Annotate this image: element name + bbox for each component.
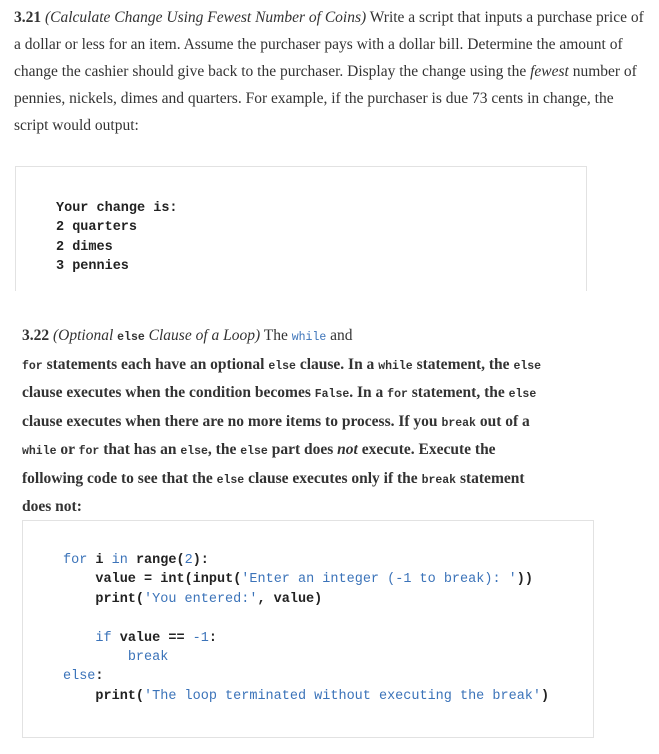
exercise-3-22-line	[22, 493, 602, 522]
builtin: input	[192, 572, 234, 588]
text: clause executes when there are no more items to process. If you	[22, 412, 442, 430]
identifier: value	[273, 591, 315, 607]
inline-code: else	[268, 359, 296, 373]
sample-output	[56, 199, 178, 277]
text: statement	[456, 469, 525, 487]
builtin: print	[95, 591, 136, 607]
keyword: in	[111, 553, 128, 568]
keyword: break	[127, 650, 169, 666]
inline-code: while	[378, 359, 413, 373]
exercise-3-22-line	[22, 379, 602, 408]
inline-code: while	[291, 331, 327, 344]
inline-code: for	[78, 445, 100, 458]
text: part does	[267, 441, 338, 458]
identifier: i	[95, 553, 104, 568]
inline-code: else	[508, 388, 537, 401]
number-literal: 2	[184, 553, 193, 568]
inline-code: else	[513, 359, 542, 373]
output-line: 3 pennies	[56, 259, 129, 275]
text: and	[326, 327, 353, 344]
builtin: int	[160, 572, 185, 588]
text: The	[260, 327, 292, 344]
output-line: 2 dimes	[56, 239, 113, 255]
exercise-3-21-text	[14, 4, 644, 139]
exercise-number: 3.21	[14, 9, 42, 26]
text: statements each have an optional	[42, 355, 269, 373]
inline-code: else	[117, 331, 145, 344]
string-literal: 'Enter an integer (-1 to break): '	[241, 572, 517, 588]
exercise-title: (Calculate Change Using Fewest Number of Coins)	[45, 9, 367, 26]
identifier: value	[95, 572, 136, 588]
string-literal: 'The loop terminated without executing the break'	[144, 688, 541, 704]
text: clause executes when the condition becomes	[22, 384, 315, 401]
text: . In a	[349, 384, 388, 401]
code-listing: for i in range(2): value = int(input('Enter an integer (-1 to break): ')) print('You entered:', value) if value == -1: break else: print('The loop terminated without executing the break')	[63, 553, 550, 704]
text: or	[56, 441, 79, 458]
text: out of a	[475, 412, 530, 430]
text: statement, the	[407, 384, 509, 401]
code-listing-box	[22, 520, 594, 738]
inline-code: break	[421, 473, 457, 487]
exercise-3-22-line	[22, 436, 602, 465]
exercise-body-cont: number of pennies, nickels, dimes and quarters. For example, if the purchaser is due 73 cents in change, the script would output:	[14, 63, 637, 134]
builtin: print	[95, 688, 136, 704]
exercise-number: 3.22	[22, 327, 50, 344]
text: does not:	[22, 498, 82, 515]
exercise-title: (Optional	[49, 327, 118, 344]
emphasis-fewest: fewest	[530, 63, 569, 80]
builtin: range	[135, 553, 177, 568]
inline-code: for	[22, 359, 43, 373]
output-line: 2 quarters	[56, 220, 138, 236]
inline-code: for	[387, 388, 408, 401]
text: statement, the	[412, 355, 514, 373]
exercise-3-21	[14, 4, 644, 139]
inline-code: else	[240, 445, 268, 458]
exercise-3-22-line	[22, 322, 602, 351]
identifier: value	[119, 630, 161, 646]
text: , the	[207, 441, 241, 458]
keyword: else	[63, 669, 96, 685]
string-literal: 'You entered:'	[144, 591, 258, 607]
output-line: Your change is:	[56, 201, 178, 216]
exercise-3-22	[22, 322, 602, 522]
number-literal: -1	[192, 630, 209, 646]
text: clause executes only if the	[244, 469, 422, 487]
exercise-3-22-line	[22, 408, 602, 437]
exercise-3-22-line	[22, 465, 602, 494]
exercise-title: Clause of a Loop)	[144, 327, 261, 344]
text: that has an	[99, 441, 181, 458]
keyword: if	[95, 630, 112, 646]
inline-code: False	[314, 388, 350, 401]
inline-code: while	[22, 445, 57, 458]
inline-code: else	[180, 445, 208, 458]
exercise-body: Write a script that inputs a purchase price of a dollar or less for an item. Assume the purchaser pays with a dollar bill. Determine the amount of change the cashier should give back to the purchaser. Display the change using the	[14, 9, 644, 80]
inline-code: else	[216, 473, 245, 487]
emphasis-not: not	[337, 441, 358, 458]
sample-output-box	[15, 166, 587, 291]
text: execute. Execute the	[357, 441, 496, 458]
text: following code to see that the	[22, 469, 217, 487]
exercise-3-22-line	[22, 351, 602, 380]
text: clause. In a	[295, 355, 379, 373]
keyword: for	[63, 553, 88, 568]
inline-code: break	[441, 416, 476, 430]
